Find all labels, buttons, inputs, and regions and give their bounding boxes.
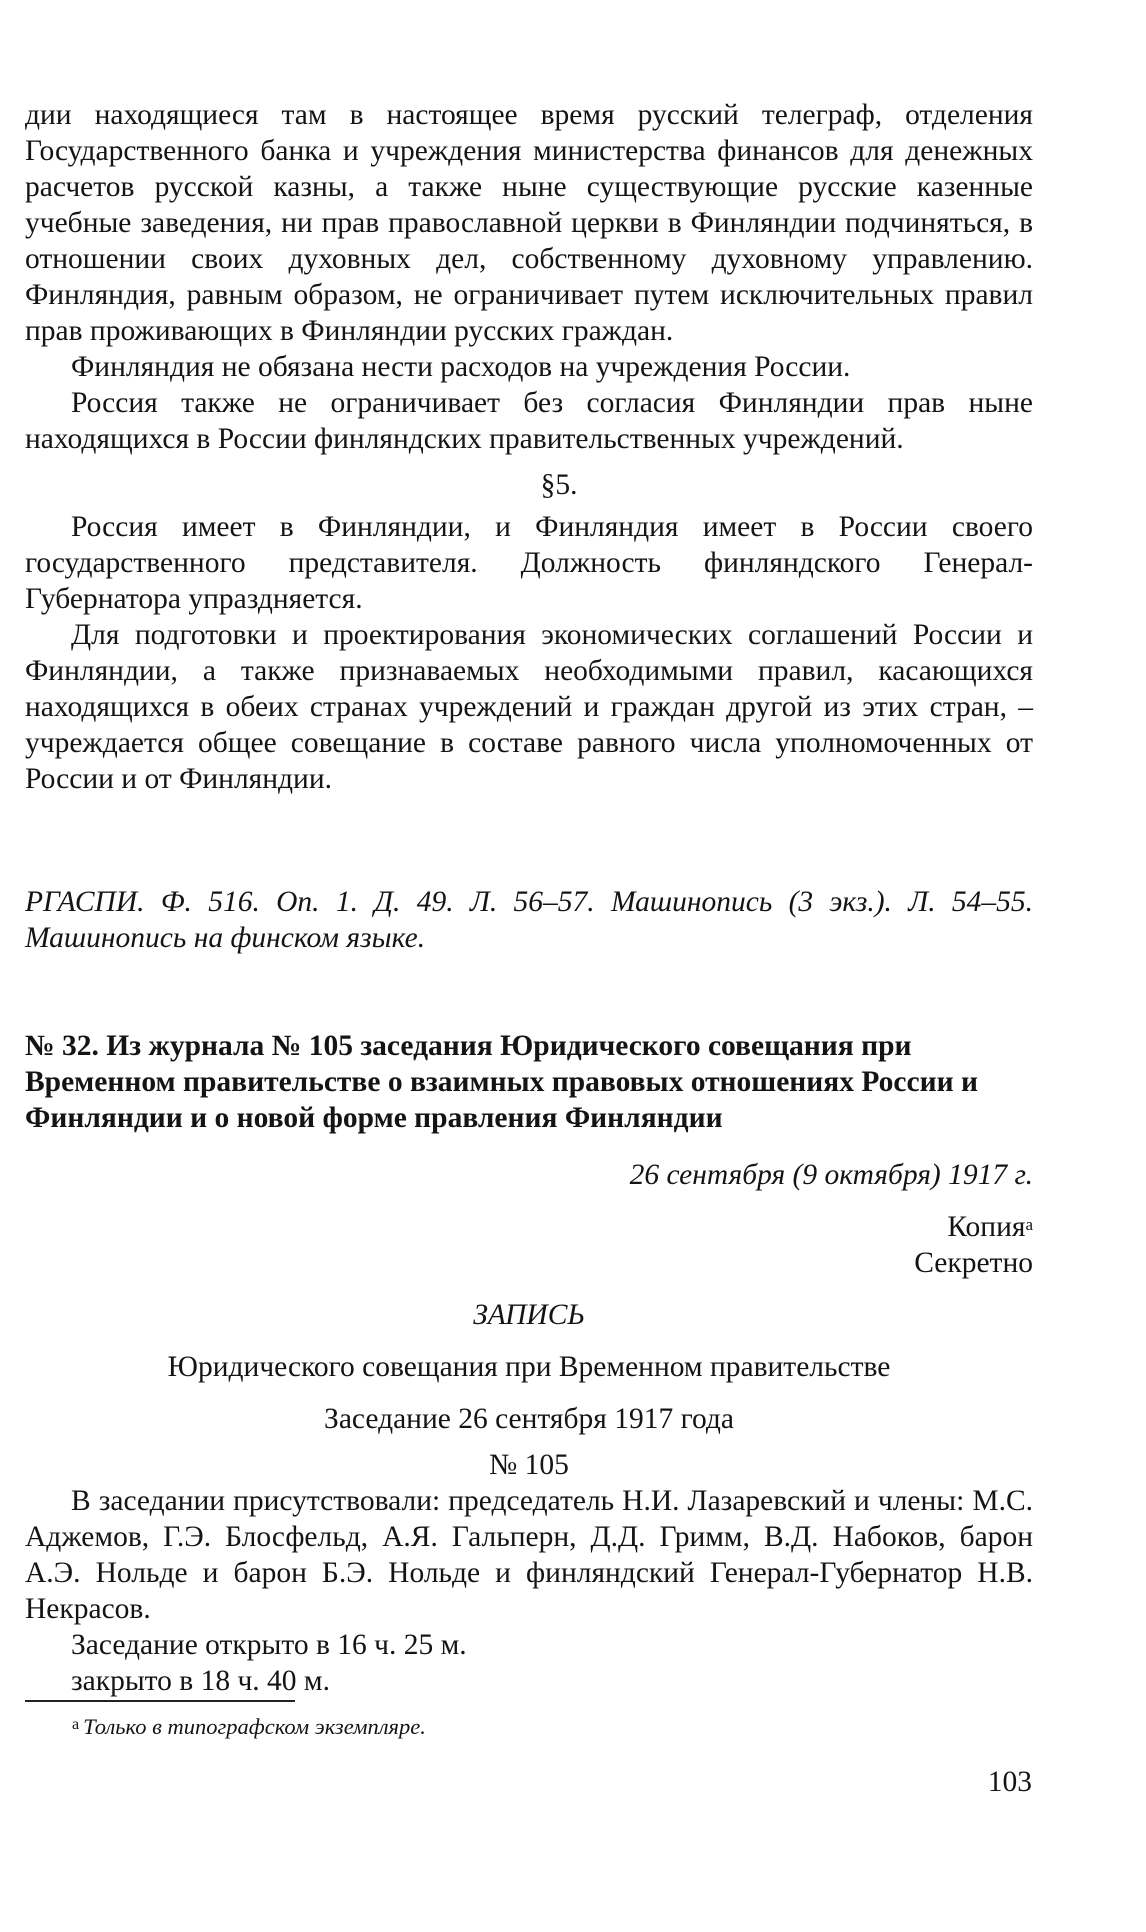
section-mark: §5. [540,469,578,501]
archival-source [25,884,1033,956]
footnote-text: Только в типографском экземпляре. [83,1714,426,1739]
record-block [25,1157,1033,1699]
document-heading-block [25,1028,1033,1136]
copy-mark [25,1209,1033,1245]
session-date: Заседание 26 сентября 1917 года [324,1403,734,1435]
footnote [72,1712,426,1742]
copy-label: Копия [947,1211,1026,1243]
paragraph-institutions: Россия также не ограничивает без согласия Финляндии прав ныне находящихся в России финляндских правительственных учреждений. [25,387,1033,455]
record-title: ЗАПИСЬ [473,1299,585,1331]
source-citation: РГАСПИ. Ф. 516. Оп. 1. Д. 49. Л. 56–57. Машинопись (3 экз.). Л. 54–55. Машинопись на финском языке. [25,886,1033,954]
session-opened: Заседание открыто в 16 ч. 25 м. [71,1629,467,1661]
copy-footnote-ref: а [1025,1215,1033,1234]
paragraph-continuation: дии находящиеся там в настоящее время русский телеграф, отделения Государственного банка и учреждения министерства финансов для денежных расчетов русской казны, а также ныне существующие русские казенные учебные заведения, ни прав православной церкви в Финляндии подчиняться, в отношении своих духовных дел, собственному духовному управлению. Финляндия, равным образом, не ограничивает путем исключительных правил прав проживающих в Финляндии русских граждан. [25,99,1033,347]
record-subtitle: Юридического совещания при Временном правительстве [167,1351,891,1383]
document-heading: № 32. Из журнала № 105 заседания Юридического совещания при Временном правительстве о взаимных правовых отношениях России и Финляндии и о новой форме правления Финляндии [25,1030,978,1134]
page-number: 103 [987,1766,1032,1798]
record-number: № 105 [489,1449,569,1481]
secret-label: Секретно [914,1247,1033,1279]
document-date: 26 сентября (9 октября) 1917 г. [629,1159,1033,1191]
session-closed: закрыто в 18 ч. 40 м. [71,1665,330,1697]
paragraph-representative: Россия имеет в Финляндии, и Финляндия имеет в России своего государственного представителя. Должность финляндского Генерал-Губернатора упраздняется. [25,511,1033,615]
footnote-divider [25,1700,295,1702]
upper-text-block [25,97,1033,797]
attendance-paragraph: В заседании присутствовали: председатель Н.И. Лазаревский и члены: М.С. Аджемов, Г.Э. Блосфельд, А.Я. Гальперн, Д.Д. Гримм, В.Д. Набоков, барон А.Э. Нольде и барон Б.Э. Нольде и финляндский Генерал-Губернатор Н.В. Некрасов. [25,1485,1033,1625]
paragraph-commission: Для подготовки и проектирования экономических соглашений России и Финляндии, а также признаваемых необходимыми правил, касающихся находящихся в обеих странах учреждений и граждан другой из этих стран, – учреждается общее совещание в составе равного числа уполномоченных от России и от Финляндии. [25,619,1033,795]
footnote-mark: а [72,1716,80,1733]
paragraph-expenses: Финляндия не обязана нести расходов на учреждения России. [71,351,851,383]
